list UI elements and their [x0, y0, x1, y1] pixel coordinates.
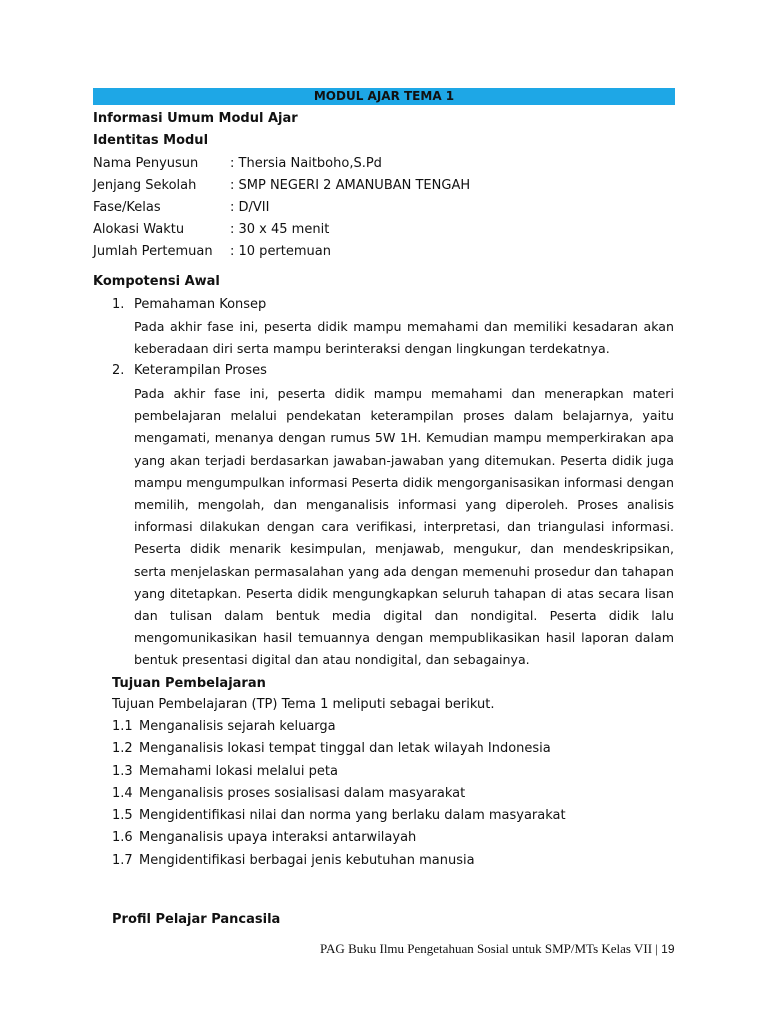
- kompetensi-item-header: [0, 362, 768, 380]
- list-item: [112, 761, 566, 783]
- page-footer: [320, 940, 675, 958]
- identity-label: Jenjang Sekolah: [93, 178, 197, 193]
- module-title-bar: MODUL AJAR TEMA 1: [93, 88, 675, 105]
- page-number: 19: [661, 942, 675, 956]
- list-item: [112, 716, 566, 738]
- list-item-number: 1.7: [112, 852, 133, 868]
- list-item: [112, 827, 566, 849]
- kompetensi-item-number: 2.: [112, 363, 125, 378]
- general-info-heading: Informasi Umum Modul Ajar: [93, 111, 298, 126]
- identity-row: [0, 155, 768, 173]
- list-item-number: 1.5: [112, 808, 133, 824]
- list-item: [112, 850, 566, 872]
- identity-value: : 30 x 45 menit: [230, 222, 330, 237]
- tujuan-intro: Tujuan Pembelajaran (TP) Tema 1 meliputi sebagai berikut.: [112, 697, 495, 712]
- identity-row: [0, 199, 768, 217]
- identity-value: : D/VII: [230, 200, 270, 215]
- list-item-text: Menganalisis lokasi tempat tinggal dan letak wilayah Indonesia: [139, 741, 551, 757]
- list-item-number: 1.1: [112, 719, 133, 734]
- footer-text: PAG Buku Ilmu Pengetahuan Sosial untuk SMP/MTs Kelas VII: [320, 941, 653, 956]
- identity-label: Nama Penyusun: [93, 156, 199, 171]
- kompetensi-item-header: [0, 296, 768, 314]
- identity-row: [0, 243, 768, 261]
- identity-label: Jumlah Pertemuan: [93, 244, 213, 259]
- kompetensi-item-text: Pada akhir fase ini, peserta didik mampu memahami dan menerapkan materi pembelajaran melalui pendekatan keterampilan proses dalam belajarnya, yaitu mengamati, menanya dengan rumus 5W 1H. Kemudian mampu memperkirakan apa yang akan terjadi berdasarkan jawaban-jawaban yang ditemukan. Peserta didik juga mampu mengumpulkan informasi Peserta didik mengorganisasikan informasi dengan memilih, mengolah, dan menganalisis informasi yang diperoleh. Proses analisis informasi dilakukan dengan cara verifikasi, interpretasi, dan triangulasi informasi. Peserta didik menarik kesimpulan, menjawab, mengukur, dan mendeskripsikan, serta menjelaskan permasalahan yang ada dengan memenuhi prosedur dan tahapan yang ditetapkan. Peserta didik mengungkapkan seluruh tahapan di atas secara lisan dan tulisan dalam bentuk media digital dan nondigital. Peserta didik lalu mengomunikasikan hasil temuannya dengan mempublikasikan hasil laporan dalam bentuk presentasi digital dan atau nondigital, dan sebagainya.: [134, 386, 674, 668]
- kompetensi-heading: Kompotensi Awal: [93, 274, 220, 289]
- tujuan-heading: Tujuan Pembelajaran: [112, 676, 266, 691]
- identity-value: : SMP NEGERI 2 AMANUBAN TENGAH: [230, 178, 471, 193]
- identity-value: : 10 pertemuan: [230, 244, 331, 259]
- kompetensi-item-title: Pemahaman Konsep: [134, 297, 267, 312]
- list-item-number: 1.4: [112, 785, 133, 801]
- list-item: [112, 783, 566, 805]
- list-item-text: Memahami lokasi melalui peta: [139, 763, 338, 779]
- footer-separator: |: [655, 941, 658, 956]
- list-item-text: Mengidentifikasi nilai dan norma yang berlaku dalam masyarakat: [139, 808, 566, 824]
- list-item-number: 1.6: [112, 830, 133, 846]
- list-item-text: Mengidentifikasi berbagai jenis kebutuhan manusia: [139, 852, 475, 868]
- identity-row: [0, 177, 768, 195]
- identity-label: Fase/Kelas: [93, 200, 161, 215]
- list-item: [112, 738, 566, 760]
- list-item-number: 1.3: [112, 763, 133, 779]
- list-item: [112, 805, 566, 827]
- identity-value: : Thersia Naitboho,S.Pd: [230, 156, 382, 171]
- kompetensi-item-number: 1.: [112, 297, 125, 312]
- kompetensi-item-title: Keterampilan Proses: [134, 363, 267, 378]
- profil-heading: Profil Pelajar Pancasila: [112, 912, 281, 927]
- list-item-text: Menganalisis upaya interaksi antarwilayah: [139, 830, 417, 846]
- list-item-text: Menganalisis proses sosialisasi dalam masyarakat: [139, 785, 466, 801]
- kompetensi-item-text: Pada akhir fase ini, peserta didik mampu memahami dan memiliki kesadaran akan keberadaan diri serta mampu berinteraksi dengan lingkungan terdekatnya.: [134, 319, 674, 357]
- tujuan-list: [112, 716, 566, 872]
- list-item-text: Menganalisis sejarah keluarga: [139, 719, 336, 734]
- list-item-number: 1.2: [112, 741, 133, 757]
- identity-row: [0, 221, 768, 239]
- identity-label: Alokasi Waktu: [93, 222, 185, 237]
- identity-heading: Identitas Modul: [93, 133, 209, 148]
